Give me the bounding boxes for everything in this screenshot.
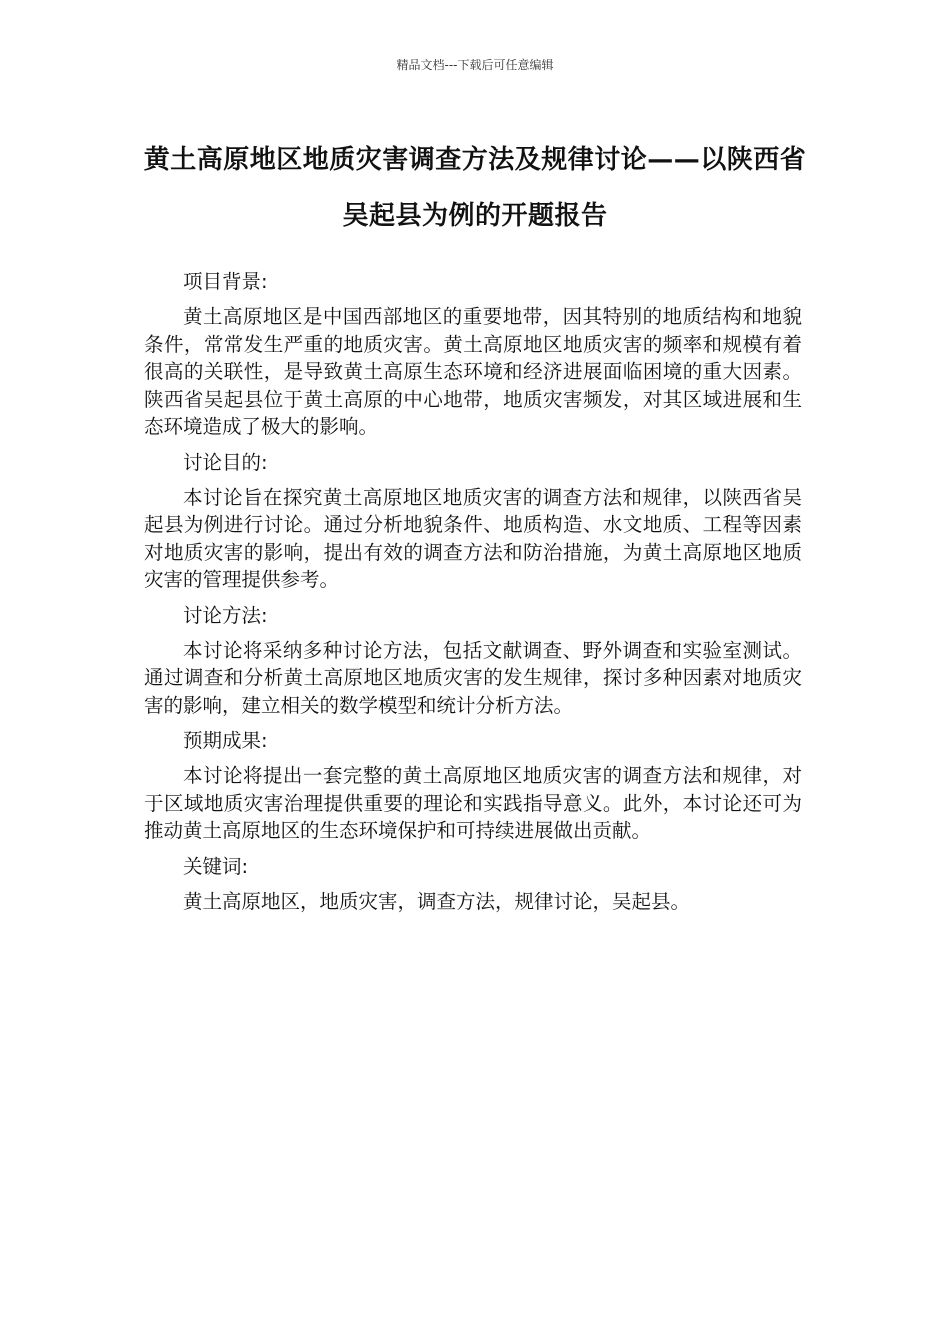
section-heading: 讨论方法:	[183, 603, 268, 627]
section-paragraph: 本讨论旨在探究黄土高原地区地质灾害的调查方法和规律，以陕西省吴起县为例进行讨论。通过分析地貌条件、地质构造、水文地质、工程等因素对地质灾害的影响，提出有效的调查方法和防治措施，为黄土高原地区地质灾害的管理提供参考。	[144, 485, 802, 591]
section-paragraph: 黄土高原地区，地质灾害，调查方法，规律讨论，吴起县。	[183, 889, 691, 913]
section-paragraph: 黄土高原地区是中国西部地区的重要地带，因其特别的地质结构和地貌条件，常常发生严重的地质灾害。黄土高原地区地质灾害的频率和规模有着很高的关联性，是导致黄土高原生态环境和经济进展面临困境的重大因素。陕西省吴起县位于黄土高原的中心地带，地质灾害频发，对其区域进展和生态环境造成了极大的影响。	[144, 305, 802, 438]
section-heading: 预期成果:	[183, 729, 268, 752]
section-keywords	[144, 853, 802, 916]
document-title: 黄土高原地区地质灾害调查方法及规律讨论——以陕西省吴起县为例的开题报告	[143, 145, 807, 231]
section-heading: 讨论目的:	[183, 450, 268, 474]
section-heading: 关键词:	[183, 854, 249, 878]
section-paragraph: 本讨论将提出一套完整的黄土高原地区地质灾害的调查方法和规律，对于区域地质灾害治理提供重要的理论和实践指导意义。此外，本讨论还可为推动黄土高原地区的生态环境保护和可持续进展做出贡献。	[144, 764, 802, 842]
document-body	[144, 268, 802, 923]
section-paragraph: 本讨论将采纳多种讨论方法，包括文献调查、野外调查和实验室测试。通过调查和分析黄土高原地区地质灾害的发生规律，探讨多种因素对地质灾害的影响，建立相关的数学模型和统计分析方法。	[144, 638, 802, 717]
section-background	[144, 268, 802, 441]
header-note: 精品文档---下载后可任意编辑	[396, 58, 554, 72]
section-purpose	[144, 449, 802, 594]
section-methods	[144, 602, 802, 720]
section-heading: 项目背景:	[183, 270, 268, 293]
section-outcomes	[144, 727, 802, 845]
